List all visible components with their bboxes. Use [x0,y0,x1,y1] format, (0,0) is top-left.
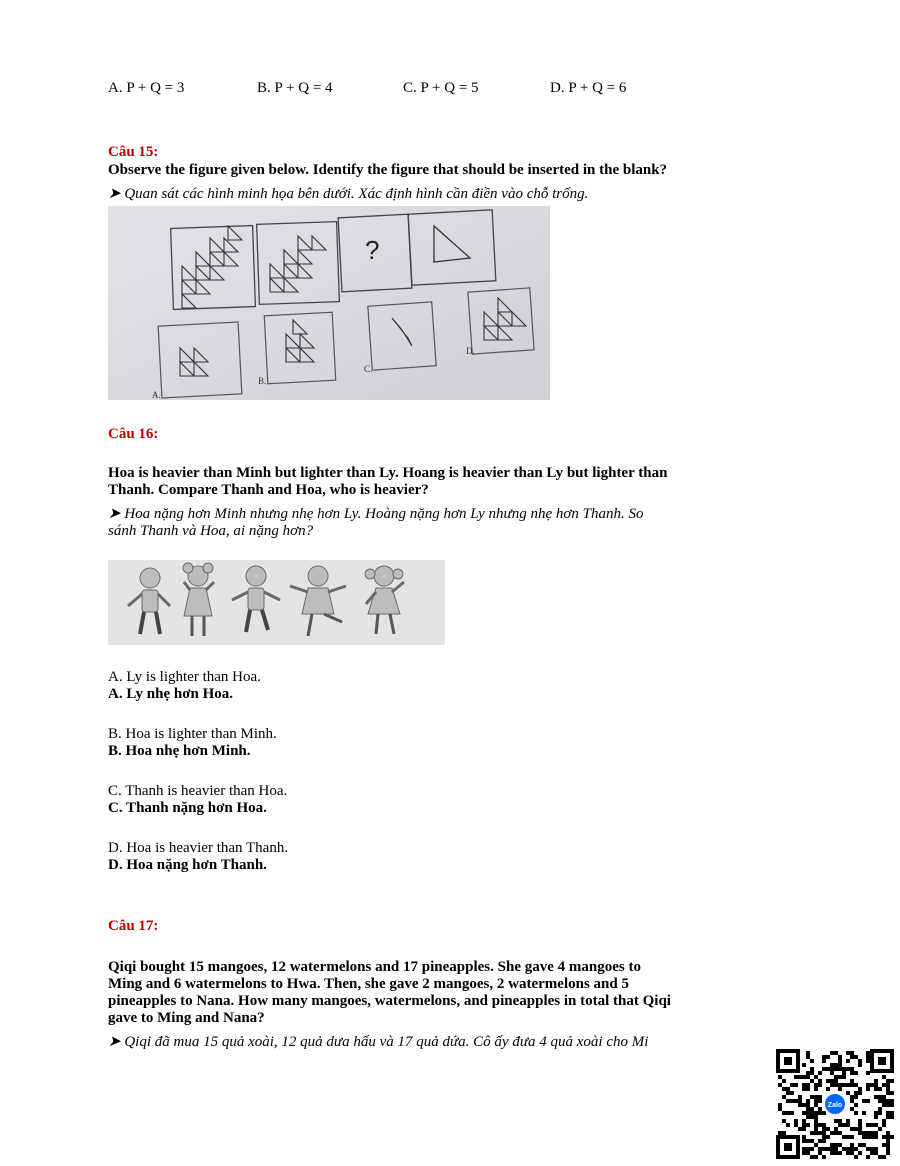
q15-question-en: Observe the figure given below. Identify the figure that should be inserted in the blank? [108,162,668,178]
q16-heading: Câu 16: [108,426,159,442]
q17-question-en-line3: pineapples to Nana. How many mangoes, watermelons, and pineapples in total that Qiqi [108,993,671,1009]
q16-answer-d-vi: D. Hoa nặng hơn Thanh. [108,857,267,873]
q16-answer-d-en: D. Hoa is heavier than Thanh. [108,840,289,856]
figure-label-c: C. [364,364,373,374]
q16-question-en-line1: Hoa is heavier than Minh but lighter than Ly. Hoang is heavier than Ly but lighter than [108,465,668,481]
q17-question-en-line4: gave to Ming and Nana? [108,1010,265,1026]
q15-figure-photo [108,206,550,400]
q17-question-en-line2: Ming and 6 watermelons to Hwa. Then, she gave 2 mangoes, 2 watermelons and 5 [108,976,629,992]
q16-answer-c-vi: C. Thanh nặng hơn Hoa. [108,800,267,816]
q17-heading: Câu 17: [108,918,159,934]
zalo-badge-text: Zalo [827,1102,843,1109]
q14-options [108,80,708,98]
figure-label-b: B. [258,376,267,386]
q15-heading: Câu 15: [108,144,159,160]
q16-question-vi-line2: sánh Thanh và Hoa, ai nặng hơn? [108,523,314,539]
q15-question-vi: ➤ Quan sát các hình minh họa bên dưới. Xác định hình cần điền vào chỗ trống. [108,186,589,202]
q14-option-d: D. P + Q = 6 [550,80,627,96]
q16-answer-b-vi: B. Hoa nhẹ hơn Minh. [108,743,251,759]
figure-label-a: A. [152,390,161,400]
q14-option-b: B. P + Q = 4 [257,80,333,96]
blank-question-mark: ? [365,235,380,265]
q16-answer-a-vi: A. Ly nhẹ hơn Hoa. [108,686,234,702]
q16-answer-c-en: C. Thanh is heavier than Hoa. [108,783,288,799]
q16-answer-a-en: A. Ly is lighter than Hoa. [108,669,261,685]
q16-children-photo [108,560,445,645]
q14-option-c: C. P + Q = 5 [403,80,479,96]
q16-question-vi-line1: ➤ Hoa nặng hơn Minh nhưng nhẹ hơn Ly. Hoàng nặng hơn Ly nhưng nhẹ hơn Thanh. So [108,506,644,522]
figure-label-d: D. [466,346,475,356]
q16-question-en-line2: Thanh. Compare Thanh and Hoa, who is heavier? [108,482,429,498]
q14-option-a: A. P + Q = 3 [108,80,185,96]
q17-question-vi-line1: ➤ Qiqi đã mua 15 quả xoài, 12 quả dưa hấu và 17 quả dứa. Cô ấy đưa 4 quả xoài cho Mi [108,1034,649,1050]
q16-answer-b-en: B. Hoa is lighter than Minh. [108,726,277,742]
zalo-qr-code[interactable] [774,1047,896,1161]
q17-question-en-line1: Qiqi bought 15 mangoes, 12 watermelons and 17 pineapples. She gave 4 mangoes to [108,959,641,975]
